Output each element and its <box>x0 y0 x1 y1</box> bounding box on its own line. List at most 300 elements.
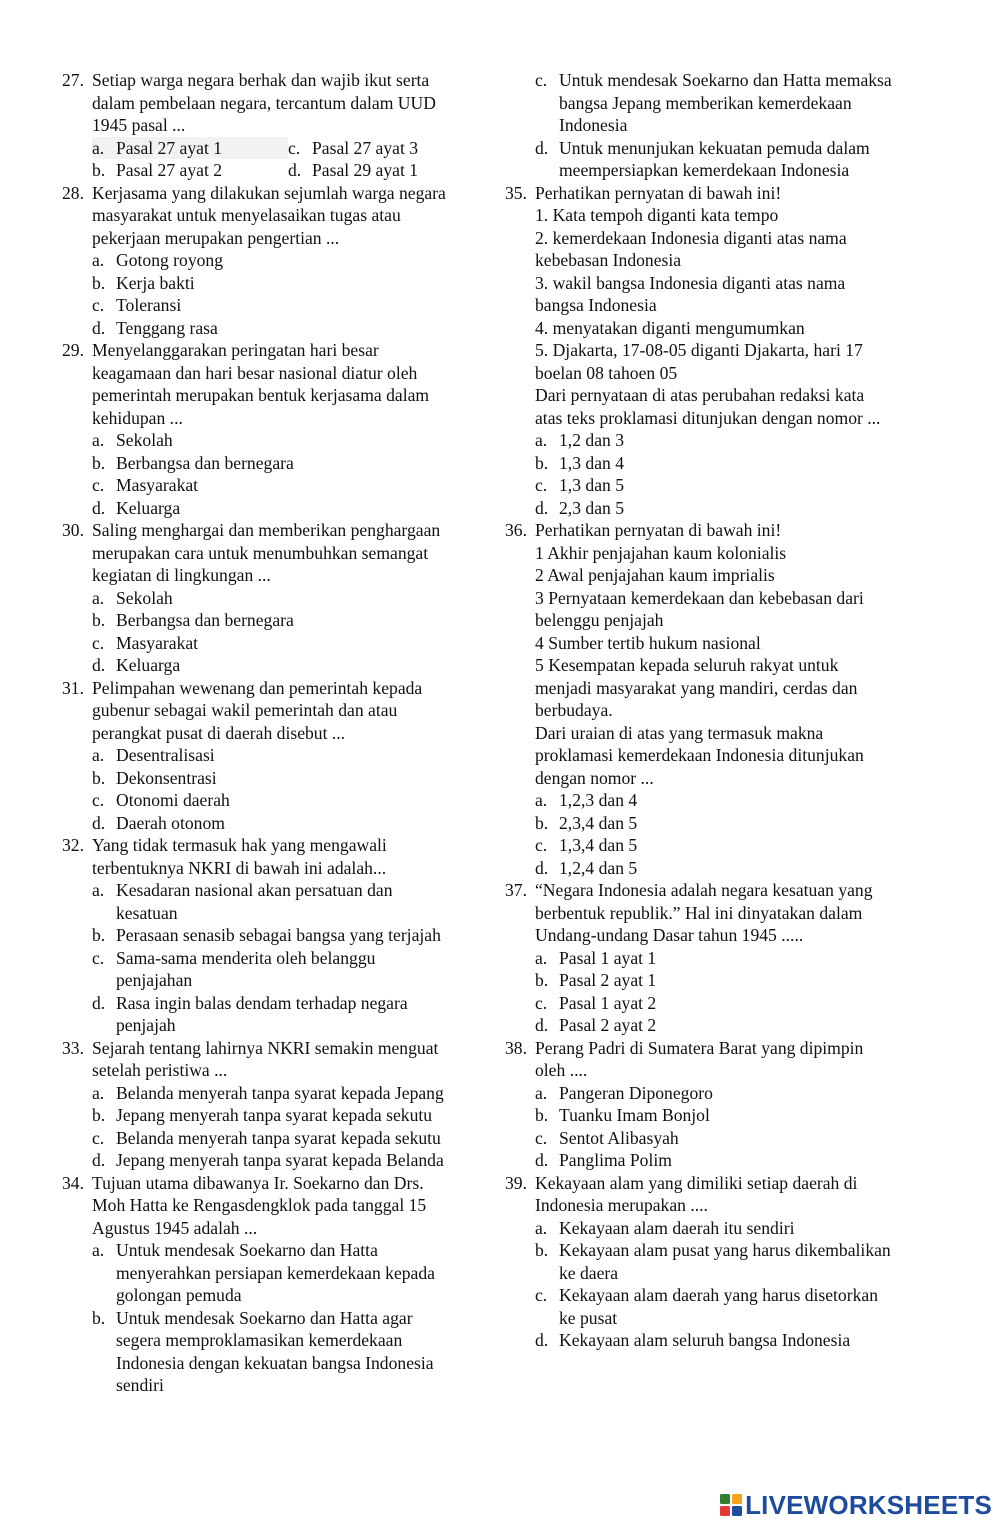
question-text-line <box>505 654 935 677</box>
question-text: “Negara Indonesia adalah negara kesatuan yang <box>535 880 873 900</box>
option-text-line: bangsa Jepang memberikan kemerdekaan <box>559 92 852 113</box>
option-letter: d. <box>535 1150 549 1170</box>
option-text-line: Jepang menyerah tanpa syarat kepada sekutu <box>116 1105 433 1125</box>
option-text-line: Untuk mendesak Soekarno dan Hatta memaksa <box>559 70 892 90</box>
option-text-line: meempersiapkan kemerdekaan Indonesia <box>559 160 850 180</box>
option-letter: b. <box>92 1307 106 1328</box>
question-text-line <box>505 744 935 767</box>
answer-option-a[interactable] <box>535 429 935 452</box>
question-text: masyarakat untuk menyelasaikan tugas atau <box>92 205 401 225</box>
answer-options <box>92 879 492 1037</box>
option-text <box>116 767 492 790</box>
answer-options <box>92 587 492 677</box>
question-text-line <box>505 542 935 565</box>
answer-option-c[interactable] <box>535 474 935 497</box>
answer-options <box>535 1082 935 1172</box>
question-text: Tujuan utama dibawanya Ir. Soekarno dan Drs. <box>92 1172 424 1193</box>
option-letter: a. <box>535 430 548 450</box>
question-text-line <box>62 204 492 227</box>
option-text-line: Daerah otonom <box>116 812 225 833</box>
question-text: Sejarah tentang lahirnya NKRI semakin menguat <box>92 1037 439 1058</box>
question-text: gubenur sebagai wakil pemerintah dan atau <box>92 700 398 720</box>
question-text-line <box>505 924 935 947</box>
option-text <box>559 1104 935 1127</box>
option-text <box>116 249 492 272</box>
answer-option-d[interactable] <box>92 992 492 1037</box>
option-text-line: Keluarga <box>116 655 181 675</box>
option-text-line: Dekonsentrasi <box>116 767 217 788</box>
question-number <box>62 1194 92 1217</box>
question-text-line <box>62 834 492 857</box>
question-number <box>505 654 535 677</box>
option-text-line: Masyarakat <box>116 632 199 653</box>
question-text-line <box>62 699 492 722</box>
question-text: Dari pernyataan di atas perubahan redaksi kata <box>535 385 865 405</box>
question-text: pemerintah merupakan bentuk kerjasama dalam <box>92 385 430 405</box>
answer-options <box>92 744 492 834</box>
answer-option-a[interactable] <box>92 1082 492 1105</box>
question-text: merupakan cara untuk menumbuhkan semangat <box>92 542 429 563</box>
answer-option-c[interactable] <box>92 789 492 812</box>
liveworksheets-logo-icon <box>720 1492 742 1518</box>
question-number: 35. <box>505 182 527 203</box>
option-letter: b. <box>535 1105 549 1125</box>
answer-option-a[interactable] <box>535 947 935 970</box>
question-text-line <box>505 294 935 317</box>
question-text: Kekayaan alam yang dimiliki setiap daerah di <box>535 1172 858 1193</box>
question-28 <box>62 182 492 340</box>
option-text <box>559 1329 935 1352</box>
question-number <box>505 1059 535 1082</box>
answer-option-d[interactable] <box>535 857 935 880</box>
option-text <box>116 1149 492 1172</box>
question-number <box>62 857 92 880</box>
question-text-line <box>62 407 492 430</box>
question-text: bangsa Indonesia <box>535 295 657 315</box>
option-text-line: Kekayaan alam pusat yang harus dikembalikan <box>559 1240 891 1260</box>
option-letter: a. <box>535 1217 548 1238</box>
question-text-line <box>505 564 935 587</box>
option-text-line: Perasaan senasib sebagai bangsa yang terjajah <box>116 925 441 945</box>
option-text-line: Tenggang rasa <box>116 317 218 338</box>
option-letter: d. <box>92 812 106 833</box>
option-letter: a. <box>92 250 105 270</box>
question-text: 1945 pasal ... <box>92 115 186 135</box>
option-text <box>116 497 492 520</box>
option-text-line: ke pusat <box>559 1307 618 1328</box>
option-text <box>116 879 492 924</box>
option-text-line: Kerja bakti <box>116 272 195 293</box>
option-text-line: Desentralisasi <box>116 745 215 765</box>
question-text: 4 Sumber tertib hukum nasional <box>535 632 761 653</box>
answer-option-b[interactable] <box>535 969 935 992</box>
option-letter: a. <box>92 587 105 608</box>
option-text-line: Sama-sama menderita oleh belanggu <box>116 947 376 968</box>
question-text-line <box>505 722 935 745</box>
question-33 <box>62 1037 492 1172</box>
question-text-line <box>505 587 935 610</box>
answer-option-a[interactable] <box>535 1217 935 1240</box>
option-text-line: menyerahkan persiapan kemerdekaan kepada <box>116 1262 435 1283</box>
answer-option-b[interactable] <box>92 609 492 632</box>
option-text-line: 1,3 dan 4 <box>559 452 624 473</box>
option-letter: b. <box>92 272 106 293</box>
option-text <box>559 812 935 835</box>
option-text-line: Toleransi <box>116 295 182 315</box>
option-letter: c. <box>92 475 105 495</box>
answer-option-c[interactable] <box>92 474 492 497</box>
option-letter: c. <box>535 70 548 90</box>
answer-option-b[interactable] <box>535 1239 935 1284</box>
question-36 <box>505 519 935 879</box>
option-letter: d. <box>535 1330 549 1350</box>
option-letter: c. <box>535 1127 548 1148</box>
option-text <box>116 1307 492 1397</box>
option-text-line: golongan pemuda <box>116 1285 242 1305</box>
question-text-line <box>505 204 935 227</box>
question-number <box>62 542 92 565</box>
answer-option-a[interactable] <box>92 137 288 160</box>
answer-option-a[interactable] <box>92 249 492 272</box>
left-column <box>62 69 492 1397</box>
question-text-line <box>505 767 935 790</box>
answer-option-c[interactable] <box>535 834 935 857</box>
answer-option-a[interactable] <box>92 429 492 452</box>
option-text-line: Gotong royong <box>116 250 224 270</box>
answer-option-c[interactable] <box>535 1284 935 1329</box>
question-number <box>62 1059 92 1082</box>
answer-option-b[interactable] <box>92 767 492 790</box>
option-text-line: Masyarakat <box>116 475 199 495</box>
question-text-line <box>62 722 492 745</box>
question-text-line <box>505 249 935 272</box>
answer-options <box>535 1217 935 1352</box>
question-number <box>505 339 535 362</box>
question-text: proklamasi kemerdekaan Indonesia ditunjukan <box>535 745 864 765</box>
answer-options <box>92 429 492 519</box>
answer-option-c[interactable] <box>92 947 492 992</box>
option-letter: c. <box>535 1285 548 1305</box>
option-text-line: 1,2,3 dan 4 <box>559 790 638 810</box>
answer-option-a[interactable] <box>92 879 492 924</box>
option-text-line: Kekayaan alam daerah yang harus disetorkan <box>559 1285 878 1305</box>
question-text: kebebasan Indonesia <box>535 250 682 270</box>
question-number <box>505 294 535 317</box>
question-number <box>505 204 535 227</box>
option-text-line: Untuk menunjukan kekuatan pemuda dalam <box>559 137 870 158</box>
answer-option-b[interactable] <box>92 1104 492 1127</box>
option-letter: d. <box>535 1015 549 1035</box>
option-text <box>559 429 935 452</box>
option-letter: b. <box>92 160 106 180</box>
answer-option-b[interactable] <box>535 452 935 475</box>
answer-option-c[interactable] <box>535 992 935 1015</box>
option-text <box>559 452 935 475</box>
answer-options <box>535 69 935 182</box>
question-text: terbentuknya NKRI di bawah ini adalah... <box>92 857 387 878</box>
question-text: 1 Akhir penjajahan kaum kolonialis <box>535 542 787 563</box>
question-text-line <box>62 384 492 407</box>
question-text: oleh .... <box>535 1060 588 1080</box>
question-37 <box>505 879 935 1037</box>
question-number <box>505 542 535 565</box>
answer-option-c[interactable] <box>535 69 935 137</box>
option-letter: d. <box>92 497 106 518</box>
option-text-line: Untuk mendesak Soekarno dan Hatta <box>116 1240 378 1260</box>
option-text <box>116 812 492 835</box>
answer-option-c[interactable] <box>92 1127 492 1150</box>
question-text: keagamaan dan hari besar nasional diatur oleh <box>92 362 418 383</box>
option-text <box>559 1014 935 1037</box>
question-text: 3 Pernyataan kemerdekaan dan kebebasan dari <box>535 587 864 608</box>
answer-option-d[interactable] <box>92 654 492 677</box>
question-text-line <box>505 317 935 340</box>
question-number: 36. <box>505 520 527 540</box>
question-text-line <box>505 227 935 250</box>
option-text-line: kesatuan <box>116 902 178 923</box>
option-text <box>559 1149 935 1172</box>
question-number: 29. <box>62 340 84 360</box>
question-number <box>62 384 92 407</box>
answer-options <box>92 249 492 339</box>
question-text-line <box>505 272 935 295</box>
option-letter: d. <box>92 1150 106 1170</box>
answer-option-d[interactable] <box>535 497 935 520</box>
question-number <box>505 587 535 610</box>
question-text: Indonesia merupakan .... <box>535 1195 708 1215</box>
answer-option-a[interactable] <box>92 587 492 610</box>
answer-options <box>535 789 935 879</box>
option-text <box>116 1127 492 1150</box>
option-text-line: Rasa ingin balas dendam terhadap negara <box>116 992 408 1013</box>
question-text-line <box>505 1172 935 1195</box>
answer-option-d[interactable] <box>535 1149 935 1172</box>
question-text: setelah peristiwa ... <box>92 1060 228 1080</box>
option-text-line: 1,3 dan 5 <box>559 475 624 495</box>
option-text <box>559 474 935 497</box>
answer-option-d[interactable] <box>92 497 492 520</box>
question-27 <box>62 69 492 182</box>
answer-option-b[interactable] <box>92 452 492 475</box>
option-text <box>559 137 935 182</box>
option-text-line: penjajahan <box>116 970 193 990</box>
question-text: Perhatikan pernyatan di bawah ini! <box>535 520 782 540</box>
question-text: berbentuk republik.” Hal ini dinyatakan dalam <box>535 902 863 923</box>
question-number <box>62 722 92 745</box>
question-number <box>62 699 92 722</box>
question-number <box>505 384 535 407</box>
question-number: 34. <box>62 1172 84 1193</box>
answer-option-b[interactable] <box>92 159 288 182</box>
answer-option-a[interactable] <box>535 1082 935 1105</box>
question-39 <box>505 1172 935 1352</box>
answer-option-a[interactable] <box>92 744 492 767</box>
question-number <box>505 924 535 947</box>
option-text <box>116 924 492 947</box>
question-text: Menyelanggarakan peringatan hari besar <box>92 340 379 360</box>
answer-option-a[interactable] <box>92 1239 492 1307</box>
question-number <box>505 1194 535 1217</box>
question-text-line <box>505 699 935 722</box>
option-text <box>559 497 935 520</box>
question-text: 2. kemerdekaan Indonesia diganti atas nama <box>535 227 847 248</box>
question-text-line <box>505 677 935 700</box>
option-letter: c. <box>92 1127 105 1148</box>
question-text: dengan nomor ... <box>535 767 654 788</box>
option-text-line: Pasal 1 ayat 2 <box>559 992 657 1013</box>
question-text-line <box>62 542 492 565</box>
option-text: Pasal 29 ayat 1 <box>312 160 419 180</box>
option-text-line: Otonomi daerah <box>116 790 230 810</box>
question-text-line <box>505 384 935 407</box>
question-text: Saling menghargai dan memberikan penghargaan <box>92 520 441 540</box>
option-text-line: 1,2 dan 3 <box>559 430 624 450</box>
answer-option-d[interactable] <box>535 1329 935 1352</box>
option-text <box>116 609 492 632</box>
option-text: Pasal 27 ayat 1 <box>116 137 223 158</box>
option-letter: d. <box>92 992 106 1013</box>
option-letter: a. <box>92 745 105 765</box>
question-text-line <box>62 1059 492 1082</box>
option-letter: a. <box>535 1082 548 1103</box>
option-text-line: Kekayaan alam daerah itu sendiri <box>559 1217 795 1238</box>
question-continued <box>505 69 935 182</box>
question-number <box>505 564 535 587</box>
question-text-line <box>505 362 935 385</box>
answer-option-c[interactable] <box>288 137 488 160</box>
option-text-line: Kesadaran nasional akan persatuan dan <box>116 880 393 900</box>
question-number: 38. <box>505 1037 527 1058</box>
option-text <box>116 294 492 317</box>
question-text: boelan 08 tahoen 05 <box>535 362 678 383</box>
option-text <box>559 857 935 880</box>
answer-option-c[interactable] <box>92 632 492 655</box>
option-text-line: Panglima Polim <box>559 1150 672 1170</box>
option-text: Pasal 27 ayat 2 <box>116 160 223 180</box>
question-text-line <box>62 1037 492 1060</box>
question-number: 39. <box>505 1172 527 1193</box>
option-text <box>116 632 492 655</box>
option-text-line: Indonesia dengan kekuatan bangsa Indonesia <box>116 1352 434 1373</box>
answer-option-d[interactable] <box>288 159 488 182</box>
question-number <box>62 362 92 385</box>
option-text-line: sendiri <box>116 1375 164 1395</box>
answer-option-c[interactable] <box>92 294 492 317</box>
question-text: atas teks proklamasi ditunjukan dengan nomor ... <box>535 407 881 428</box>
question-text-line <box>505 519 935 542</box>
option-letter: b. <box>535 1240 549 1260</box>
option-text-line: Keluarga <box>116 497 181 518</box>
question-31 <box>62 677 492 835</box>
option-letter: b. <box>92 610 106 630</box>
question-text: berbudaya. <box>535 700 613 720</box>
answer-options <box>535 947 935 1037</box>
question-text-line <box>62 1217 492 1240</box>
question-34 <box>62 1172 492 1397</box>
option-text <box>559 1239 935 1284</box>
question-text-line <box>62 69 492 92</box>
question-text-line <box>62 92 492 115</box>
option-letter: a. <box>92 137 105 158</box>
answer-option-c[interactable] <box>535 1127 935 1150</box>
question-text: menjadi masyarakat yang mandiri, cerdas dan <box>535 677 858 698</box>
option-text <box>559 834 935 857</box>
question-text-line <box>62 227 492 250</box>
option-text-line: Belanda menyerah tanpa syarat kepada Jepang <box>116 1082 444 1103</box>
option-text-line: ke daera <box>559 1262 619 1283</box>
answer-option-b[interactable] <box>92 1307 492 1397</box>
question-text-line <box>62 564 492 587</box>
question-35 <box>505 182 935 520</box>
option-text-line: Pasal 2 ayat 2 <box>559 1015 657 1035</box>
option-text <box>559 992 935 1015</box>
option-letter: b. <box>92 925 106 945</box>
question-text: Moh Hatta ke Rengasdengklok pada tanggal 15 <box>92 1195 427 1215</box>
question-text: Perang Padri di Sumatera Barat yang dipimpin <box>535 1037 864 1058</box>
answer-option-d[interactable] <box>535 1014 935 1037</box>
answer-option-b[interactable] <box>92 272 492 295</box>
question-number <box>62 407 92 430</box>
question-text-line <box>505 1059 935 1082</box>
option-text <box>116 474 492 497</box>
question-number <box>505 632 535 655</box>
option-letter: a. <box>92 880 105 900</box>
right-column <box>505 69 935 1352</box>
question-number <box>62 227 92 250</box>
question-number: 28. <box>62 182 84 203</box>
question-number <box>505 677 535 700</box>
question-number <box>62 92 92 115</box>
question-text-line <box>505 182 935 205</box>
option-text-line: Tuanku Imam Bonjol <box>559 1105 710 1125</box>
option-text-line: 1,2,4 dan 5 <box>559 857 638 878</box>
question-number <box>505 272 535 295</box>
option-text <box>116 429 492 452</box>
question-text: pekerjaan merupakan pengertian ... <box>92 227 340 248</box>
option-text: Pasal 27 ayat 3 <box>312 137 419 158</box>
question-number: 30. <box>62 520 84 540</box>
option-text <box>116 1104 492 1127</box>
option-text-line: 2,3,4 dan 5 <box>559 812 638 833</box>
answer-option-d[interactable] <box>535 137 935 182</box>
question-text: Perhatikan pernyatan di bawah ini! <box>535 182 782 203</box>
option-letter: d. <box>535 857 549 878</box>
option-text-line: Indonesia <box>559 115 628 135</box>
answer-option-b[interactable] <box>535 812 935 835</box>
question-number <box>505 767 535 790</box>
option-letter: b. <box>535 452 549 473</box>
option-letter: d. <box>92 655 106 675</box>
answer-option-b[interactable] <box>535 1104 935 1127</box>
answer-option-a[interactable] <box>535 789 935 812</box>
liveworksheets-logo-text: LIVEWORKSHEETS <box>745 1489 992 1520</box>
answer-option-d[interactable] <box>92 317 492 340</box>
answer-option-d[interactable] <box>92 1149 492 1172</box>
option-letter: c. <box>535 992 548 1013</box>
answer-option-b[interactable] <box>92 924 492 947</box>
option-text-line: Pasal 1 ayat 1 <box>559 947 657 968</box>
option-letter: d. <box>535 497 549 518</box>
option-text <box>116 452 492 475</box>
option-letter: a. <box>92 1240 105 1260</box>
option-text <box>116 992 492 1037</box>
question-text-line <box>62 677 492 700</box>
option-letter: c. <box>535 475 548 495</box>
option-letter: b. <box>92 1105 106 1125</box>
answer-option-d[interactable] <box>92 812 492 835</box>
question-number <box>505 722 535 745</box>
option-text-line: segera memproklamasikan kemerdekaan <box>116 1330 403 1350</box>
